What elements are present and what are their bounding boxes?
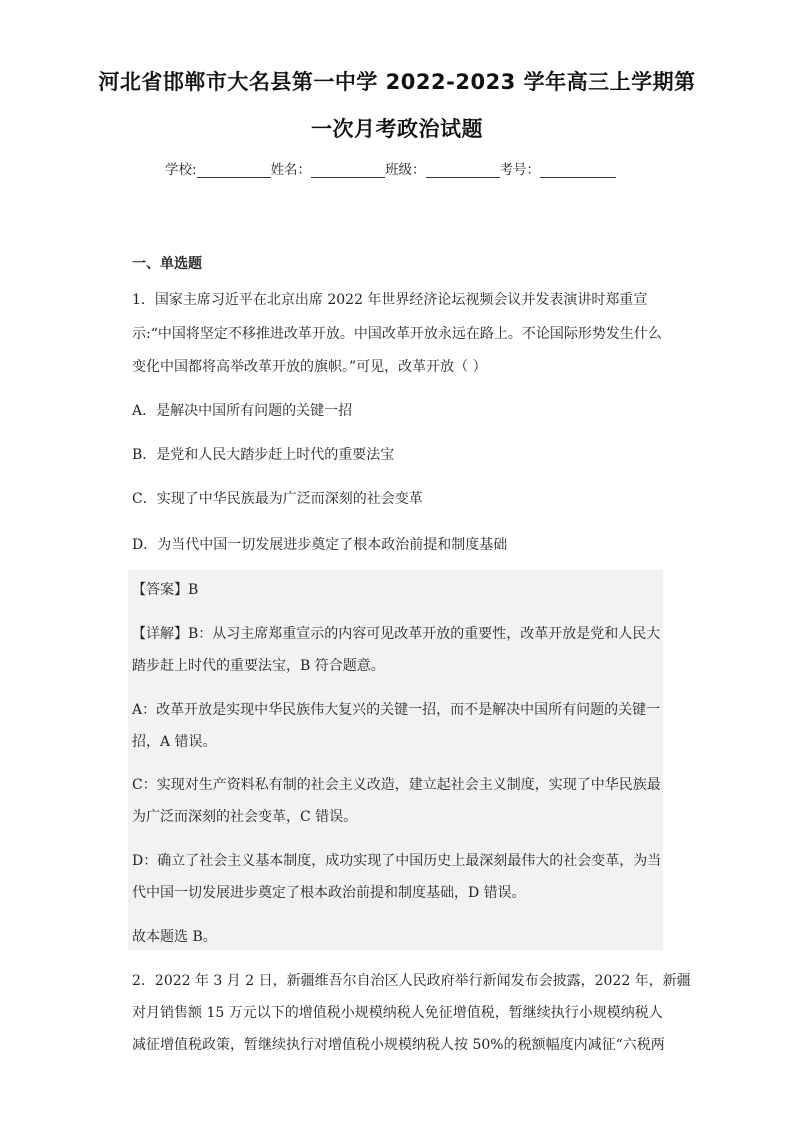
q1-answer: 【答案】B bbox=[132, 582, 199, 598]
school-blank[interactable] bbox=[197, 162, 271, 178]
name-label: 姓名： bbox=[270, 162, 312, 178]
name-blank[interactable] bbox=[311, 162, 385, 178]
class-blank[interactable] bbox=[426, 162, 500, 178]
q1-option-a: A．是解决中国所有问题的关键一招 bbox=[132, 403, 353, 419]
q2-stem-line: 减征增值税政策，暂继续执行对增值税小规模纳税人按 50%的税额幅度内减征“六税两 bbox=[132, 1037, 665, 1053]
exam-no-label: 考号： bbox=[499, 162, 541, 178]
q1-explanation-line: A：改革开放是实现中华民族伟大复兴的关键一招，而不是解决中国所有问题的关键一 bbox=[132, 702, 661, 718]
q1-explanation-line: 招，A 错误。 bbox=[132, 734, 217, 750]
q2-stem-line: 2．2022 年 3 月 2 日，新疆维吾尔自治区人民政府举行新闻发布会披露，2022 年，新疆 bbox=[132, 973, 691, 989]
q1-explanation-line: D：确立了社会主义基本制度，成功实现了中国历史上最深刻最伟大的社会变革，为当 bbox=[132, 853, 662, 869]
q1-explanation-line: 踏步赶上时代的重要法宝，B 符合题意。 bbox=[132, 658, 385, 674]
q1-explanation-line: 故本题选 B。 bbox=[132, 929, 217, 945]
q1-option-d: D．为当代中国一切发展进步奠定了根本政治前提和制度基础 bbox=[132, 537, 508, 553]
q1-explanation-line: 为广泛而深刻的社会变革，C 错误。 bbox=[132, 809, 358, 825]
section-heading: 一、单选题 bbox=[132, 256, 202, 272]
q1-stem-line: 变化中国都将高举改革开放的旗帜。”可见，改革开放（ ） bbox=[132, 359, 487, 375]
q1-explanation-line: 代中国一切发展进步奠定了根本政治前提和制度基础，D 错误。 bbox=[132, 885, 526, 901]
document-title-line-2: 一次月考政治试题 bbox=[311, 117, 483, 141]
q1-stem-line: 1．国家主席习近平在北京出席 2022 年世界经济论坛视频会议并发表演讲时郑重宣 bbox=[132, 292, 648, 308]
q2-stem-line: 对月销售额 15 万元以下的增值税小规模纳税人免征增值税，暂继续执行小规模纳税人 bbox=[132, 1005, 663, 1021]
q1-option-b: B．是党和人民大踏步赶上时代的重要法宝 bbox=[132, 447, 395, 463]
class-label: 班级： bbox=[385, 162, 426, 178]
student-info-row bbox=[165, 158, 616, 178]
q1-explanation-line: C：实现对生产资料私有制的社会主义改造，建立起社会主义制度，实现了中华民族最 bbox=[132, 777, 661, 793]
school-label: 学校: bbox=[165, 162, 197, 178]
document-title-line-1: 河北省邯郸市大名县第一中学 2022-2023 学年高三上学期第 bbox=[98, 70, 696, 94]
q1-stem-line: 示:“中国将坚定不移推进改革开放。中国改革开放永远在路上。不论国际形势发生什么 bbox=[132, 326, 662, 342]
q1-explanation-line: 【详解】B：从习主席郑重宣示的内容可见改革开放的重要性，改革开放是党和人民大 bbox=[132, 626, 661, 642]
exam-no-blank[interactable] bbox=[540, 162, 616, 178]
q1-option-c: C．实现了中华民族最为广泛而深刻的社会变革 bbox=[132, 491, 423, 507]
